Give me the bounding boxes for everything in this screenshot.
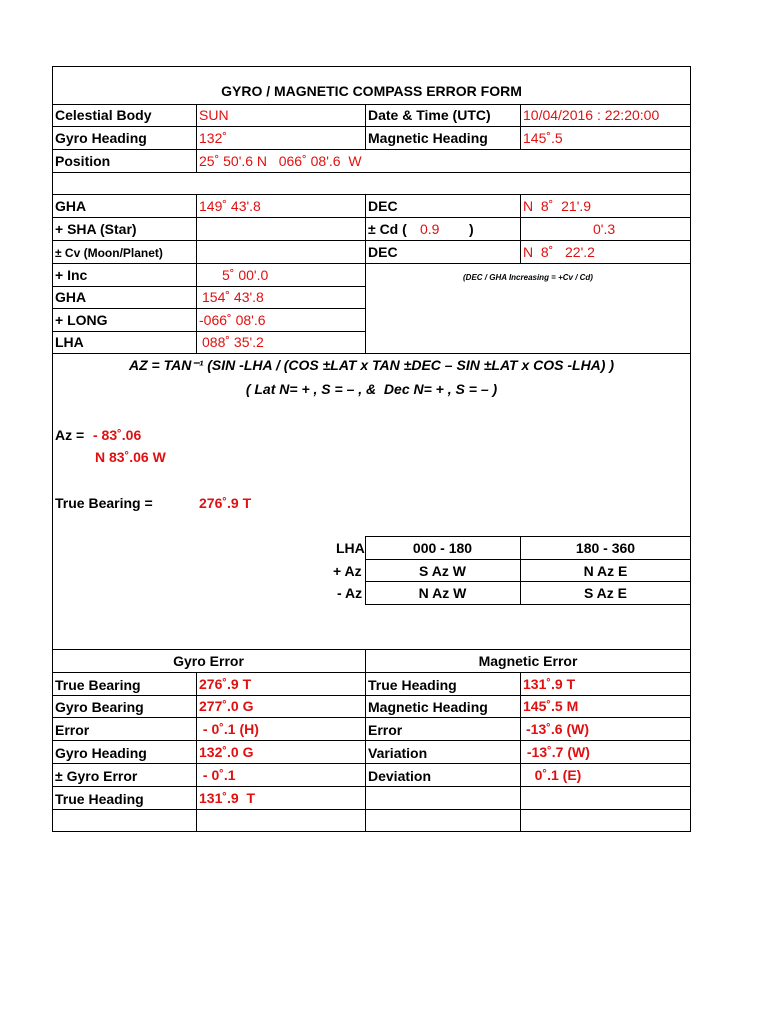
- grid-line: [52, 695, 691, 696]
- grid-line: [52, 809, 691, 810]
- gha-label: GHA: [55, 198, 87, 214]
- quadrant-row-plus-az: + Az: [333, 563, 362, 579]
- gyro-error-title: Gyro Error: [173, 653, 244, 669]
- grid-line: [52, 649, 691, 650]
- gyro-bearing-label: Gyro Bearing: [55, 699, 144, 715]
- mag-error-label: Error: [368, 722, 403, 738]
- gyro-bearing-value: 277˚.0 G: [199, 698, 254, 714]
- quadrant-cell: N Az E: [583, 563, 628, 579]
- sign-convention: ( Lat N= + , S = – , & Dec N= + , S = – ): [245, 381, 498, 397]
- gyro-heading-label: Gyro Heading: [55, 130, 147, 146]
- celestial-body-label: Celestial Body: [55, 107, 152, 123]
- grid-line: [196, 194, 197, 353]
- true-bearing-value: 276˚.9 T: [199, 495, 252, 511]
- grid-line: [52, 217, 691, 218]
- gyro-true-heading-value: 131˚.9 T: [199, 790, 256, 806]
- grid-line: [196, 672, 197, 832]
- grid-line: [52, 763, 691, 764]
- gyro-error-label: Error: [55, 722, 90, 738]
- az-named-value: N 83˚.06 W: [95, 449, 166, 465]
- dec-label: DEC: [368, 198, 398, 214]
- mag-heading-value: 145˚.5 M: [523, 698, 579, 714]
- quadrant-cell: S Az W: [419, 563, 466, 579]
- quadrant-header-lha: LHA: [336, 540, 365, 556]
- grid-line: [520, 194, 521, 263]
- long-label: + LONG: [55, 312, 108, 328]
- sha-label: + SHA (Star): [55, 221, 137, 237]
- grid-line: [52, 172, 691, 173]
- grid-line: [520, 672, 521, 832]
- grid-line: [365, 604, 691, 605]
- grid-line: [52, 717, 691, 718]
- grid-line: [52, 194, 691, 195]
- gyro-heading-row-label: Gyro Heading: [55, 745, 147, 761]
- deviation-value: 0˚.1 (E): [523, 767, 582, 783]
- grid-line: [365, 104, 366, 149]
- dec-value: N 8˚ 21'.9: [523, 198, 592, 214]
- azimuth-formula: AZ = TAN⁻¹ (SIN -LHA / (COS ±LAT x TAN ±DEC – SIN ±LAT x COS -LHA) ): [128, 357, 615, 373]
- grid-line: [365, 649, 366, 832]
- magnetic-heading-value: 145˚.5: [523, 130, 563, 146]
- cd-label: ± Cd (: [368, 221, 407, 237]
- grid-line: [52, 149, 691, 150]
- grid-line: [52, 786, 691, 787]
- grid-line: [52, 240, 691, 241]
- gha2-label: GHA: [55, 289, 87, 305]
- magnetic-error-title: Magnetic Error: [478, 653, 578, 669]
- dec2-value: N 8˚ 22'.2: [523, 244, 595, 260]
- celestial-body-value: SUN: [199, 107, 229, 123]
- grid-line: [52, 286, 365, 287]
- inc-label: + Inc: [55, 267, 88, 283]
- grid-line: [52, 308, 365, 309]
- gyro-heading-value: 132˚: [199, 130, 228, 146]
- datetime-label: Date & Time (UTC): [368, 107, 491, 123]
- grid-line: [52, 740, 691, 741]
- form-title: GYRO / MAGNETIC COMPASS ERROR FORM: [221, 83, 522, 99]
- mag-true-heading-value: 131˚.9 T: [523, 676, 576, 692]
- position-label: Position: [55, 153, 111, 169]
- quadrant-header-000-180: 000 - 180: [412, 540, 473, 556]
- grid-line: [52, 263, 691, 264]
- grid-line: [52, 331, 365, 332]
- magnetic-heading-label: Magnetic Heading: [368, 130, 488, 146]
- gha2-value: 154˚ 43'.8: [202, 289, 264, 305]
- cd-value: 0'.3: [593, 221, 616, 237]
- mag-error-value: -13˚.6 (W): [526, 721, 589, 737]
- mag-heading-label: Magnetic Heading: [368, 699, 488, 715]
- lha-value: 088˚ 35'.2: [202, 334, 264, 350]
- gyro-true-bearing-value: 276˚.9 T: [199, 676, 252, 692]
- gyro-error-sign-value: - 0˚.1: [199, 767, 236, 783]
- az-label: Az =: [55, 427, 85, 443]
- grid-line: [365, 536, 691, 537]
- cd-label-close: ): [469, 221, 474, 237]
- cd-inner-value: 0.9: [420, 221, 440, 237]
- datetime-value: 10/04/2016 : 22:20:00: [523, 107, 660, 123]
- dec-note: (DEC / GHA Increasing = +Cv / Cd): [463, 273, 593, 282]
- az-value: - 83˚.06: [93, 427, 142, 443]
- cv-label: ± Cv (Moon/Planet): [55, 246, 163, 260]
- dec2-label: DEC: [368, 244, 398, 260]
- position-value: 25˚ 50'.6 N 066˚ 08'.6 W: [199, 153, 362, 169]
- gyro-true-bearing-label: True Bearing: [55, 677, 141, 693]
- grid-line: [520, 104, 521, 149]
- quadrant-header-180-360: 180 - 360: [575, 540, 636, 556]
- long-value: -066˚ 08'.6: [199, 312, 266, 328]
- variation-value: -13˚.7 (W): [523, 744, 590, 760]
- quadrant-row-minus-az: - Az: [337, 585, 363, 601]
- grid-line: [365, 559, 691, 560]
- gyro-true-heading-label: True Heading: [55, 791, 144, 807]
- grid-line: [52, 672, 691, 673]
- gha-value: 149˚ 43'.8: [199, 198, 261, 214]
- grid-line: [52, 126, 691, 127]
- inc-value: 5˚ 00'.0: [222, 267, 269, 283]
- gyro-error-value: - 0˚.1 (H): [199, 721, 259, 737]
- grid-line: [196, 104, 197, 149]
- quadrant-cell: N Az W: [418, 585, 467, 601]
- lha-label: LHA: [55, 334, 84, 350]
- gyro-heading-row-value: 132˚.0 G: [199, 744, 254, 760]
- grid-line: [365, 581, 691, 582]
- variation-label: Variation: [368, 745, 428, 761]
- grid-line: [52, 104, 691, 105]
- gyro-error-sign-label: ± Gyro Error: [55, 768, 138, 784]
- quadrant-cell: S Az E: [583, 585, 628, 601]
- grid-line: [52, 353, 691, 354]
- deviation-label: Deviation: [368, 768, 432, 784]
- true-bearing-label: True Bearing =: [55, 495, 153, 511]
- mag-true-heading-label: True Heading: [368, 677, 457, 693]
- grid-line: [196, 149, 197, 172]
